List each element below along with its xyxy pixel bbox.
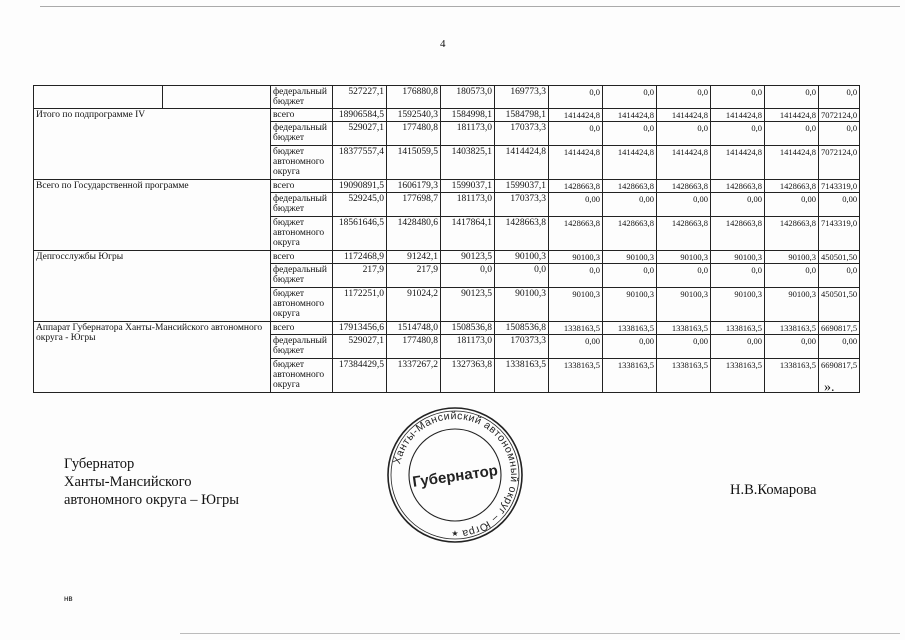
- value-cell: 529245,0: [333, 193, 387, 217]
- value-cell: 0,00: [657, 193, 711, 217]
- value-cell: 1584998,1: [441, 109, 495, 122]
- value-cell: 0,0: [711, 264, 765, 288]
- value-cell: 181173,0: [441, 335, 495, 359]
- value-cell: 1428663,8: [495, 217, 549, 251]
- value-cell: 1338163,5: [603, 359, 657, 393]
- value-cell: 1414424,8: [765, 146, 819, 180]
- value-cell: 7143319,0: [819, 180, 860, 193]
- value-cell: 0,0: [657, 264, 711, 288]
- value-cell: 1508536,8: [495, 322, 549, 335]
- value-cell: 1428663,8: [549, 180, 603, 193]
- value-cell: 0,00: [549, 193, 603, 217]
- value-cell: 18377557,4: [333, 146, 387, 180]
- value-cell: 18561646,5: [333, 217, 387, 251]
- value-cell: 1514748,0: [387, 322, 441, 335]
- value-cell: 90100,3: [549, 251, 603, 264]
- value-cell: 1428663,8: [549, 217, 603, 251]
- value-cell: 1414424,8: [495, 146, 549, 180]
- value-cell: 90123,5: [441, 288, 495, 322]
- value-cell: 1414424,8: [603, 109, 657, 122]
- value-cell: 1428663,8: [765, 217, 819, 251]
- value-cell: 1428663,8: [657, 217, 711, 251]
- table-row: [34, 251, 860, 264]
- signature-title-line: Губернатор: [64, 456, 135, 472]
- top-rule: [40, 6, 900, 7]
- value-cell: 90100,3: [711, 288, 765, 322]
- funding-source-cell: федеральный бюджет: [271, 86, 333, 109]
- value-cell: 450501,50: [819, 288, 860, 322]
- value-cell: 91024,2: [387, 288, 441, 322]
- value-cell: 1337267,2: [387, 359, 441, 393]
- value-cell: 0,0: [603, 264, 657, 288]
- value-cell: 90100,3: [657, 251, 711, 264]
- value-cell: 527227,1: [333, 86, 387, 109]
- value-cell: 6690817,5: [819, 359, 860, 393]
- stamp-ring-text: Ханты-Мансийский автономный округ – Югра: [391, 409, 521, 540]
- value-cell: 1592540,3: [387, 109, 441, 122]
- value-cell: 1338163,5: [657, 322, 711, 335]
- value-cell: 1428663,8: [603, 217, 657, 251]
- value-cell: 1599037,1: [441, 180, 495, 193]
- value-cell: 90100,3: [765, 288, 819, 322]
- value-cell: 1338163,5: [549, 359, 603, 393]
- value-cell: 0,0: [819, 86, 860, 109]
- value-cell: 0,00: [603, 193, 657, 217]
- value-cell: 1508536,8: [441, 322, 495, 335]
- value-cell: 1414424,8: [549, 146, 603, 180]
- value-cell: 0,0: [657, 86, 711, 109]
- value-cell: 0,00: [819, 193, 860, 217]
- signatory-name: Н.В.Комарова: [730, 482, 817, 498]
- value-cell: 169773,3: [495, 86, 549, 109]
- value-cell: 1428663,8: [603, 180, 657, 193]
- value-cell: 90100,3: [657, 288, 711, 322]
- value-cell: 1414424,8: [657, 109, 711, 122]
- value-cell: 1428663,8: [657, 180, 711, 193]
- page-number: 4: [440, 38, 446, 50]
- value-cell: 17384429,5: [333, 359, 387, 393]
- stamp-star-icon: ★: [451, 529, 459, 538]
- value-cell: 1414424,8: [603, 146, 657, 180]
- value-cell: 1338163,5: [765, 359, 819, 393]
- value-cell: 90100,3: [495, 251, 549, 264]
- program-name-cell: Депгосслужбы Югры: [34, 251, 271, 322]
- value-cell: 217,9: [387, 264, 441, 288]
- value-cell: 0,0: [765, 122, 819, 146]
- value-cell: 0,0: [549, 264, 603, 288]
- value-cell: 7072124,0: [819, 109, 860, 122]
- program-name-cell: Аппарат Губернатора Ханты-Мансийского автономного округа - Югры: [34, 322, 271, 393]
- value-cell: 1338163,5: [711, 359, 765, 393]
- value-cell: 0,0: [495, 264, 549, 288]
- funding-source-cell: федеральный бюджет: [271, 264, 333, 288]
- value-cell: 0,0: [549, 122, 603, 146]
- value-cell: 0,0: [441, 264, 495, 288]
- value-cell: 0,00: [819, 335, 860, 359]
- value-cell: 1414424,8: [657, 146, 711, 180]
- value-cell: 1338163,5: [549, 322, 603, 335]
- value-cell: 0,0: [765, 86, 819, 109]
- value-cell: 529027,1: [333, 122, 387, 146]
- table-row: [34, 322, 860, 335]
- value-cell: 170373,3: [495, 335, 549, 359]
- funding-source-cell: бюджет автономного округа: [271, 217, 333, 251]
- value-cell: 0,00: [711, 335, 765, 359]
- value-cell: 217,9: [333, 264, 387, 288]
- funding-source-cell: федеральный бюджет: [271, 122, 333, 146]
- value-cell: 1338163,5: [495, 359, 549, 393]
- value-cell: 91242,1: [387, 251, 441, 264]
- funding-source-cell: всего: [271, 251, 333, 264]
- value-cell: 0,0: [549, 86, 603, 109]
- value-cell: 0,0: [657, 122, 711, 146]
- value-cell: 17913456,6: [333, 322, 387, 335]
- funding-source-cell: федеральный бюджет: [271, 193, 333, 217]
- empty-cell: [163, 86, 271, 109]
- funding-source-cell: всего: [271, 109, 333, 122]
- value-cell: 0,00: [603, 335, 657, 359]
- value-cell: 1606179,3: [387, 180, 441, 193]
- value-cell: 0,00: [765, 193, 819, 217]
- value-cell: 0,00: [549, 335, 603, 359]
- value-cell: 1415059,5: [387, 146, 441, 180]
- value-cell: 90123,5: [441, 251, 495, 264]
- budget-table: [33, 85, 860, 393]
- value-cell: 1414424,8: [711, 146, 765, 180]
- value-cell: 7143319,0: [819, 217, 860, 251]
- value-cell: 170373,3: [495, 122, 549, 146]
- table-row: [34, 109, 860, 122]
- value-cell: 170373,3: [495, 193, 549, 217]
- value-cell: 1414424,8: [711, 109, 765, 122]
- funding-source-cell: всего: [271, 180, 333, 193]
- stamp-center-text: Губернатор: [411, 462, 499, 491]
- funding-source-cell: бюджет автономного округа: [271, 146, 333, 180]
- value-cell: 1599037,1: [495, 180, 549, 193]
- closing-quote: ».: [824, 380, 835, 395]
- value-cell: 7072124,0: [819, 146, 860, 180]
- bottom-rule: [180, 633, 900, 634]
- value-cell: 1327363,8: [441, 359, 495, 393]
- value-cell: 0,0: [603, 86, 657, 109]
- value-cell: 177480,8: [387, 335, 441, 359]
- value-cell: 6690817,5: [819, 322, 860, 335]
- table-row: [34, 180, 860, 193]
- value-cell: 0,0: [819, 122, 860, 146]
- value-cell: 90100,3: [765, 251, 819, 264]
- value-cell: 19090891,5: [333, 180, 387, 193]
- value-cell: 1414424,8: [549, 109, 603, 122]
- value-cell: 1428480,6: [387, 217, 441, 251]
- value-cell: 90100,3: [711, 251, 765, 264]
- value-cell: 18906584,5: [333, 109, 387, 122]
- value-cell: 1428663,8: [711, 180, 765, 193]
- value-cell: 177698,7: [387, 193, 441, 217]
- value-cell: 0,0: [603, 122, 657, 146]
- value-cell: 1417864,1: [441, 217, 495, 251]
- value-cell: 0,00: [711, 193, 765, 217]
- value-cell: 181173,0: [441, 122, 495, 146]
- value-cell: 1172468,9: [333, 251, 387, 264]
- program-name-cell: [34, 86, 163, 109]
- value-cell: 1403825,1: [441, 146, 495, 180]
- value-cell: 0,00: [657, 335, 711, 359]
- value-cell: 1338163,5: [711, 322, 765, 335]
- value-cell: 90100,3: [549, 288, 603, 322]
- funding-source-cell: бюджет автономного округа: [271, 288, 333, 322]
- program-name-cell: Всего по Государственной программе: [34, 180, 271, 251]
- funding-source-cell: бюджет автономного округа: [271, 359, 333, 393]
- value-cell: 90100,3: [603, 251, 657, 264]
- value-cell: 0,0: [819, 264, 860, 288]
- signature-title-line: автономного округа – Югры: [64, 492, 240, 508]
- value-cell: 177480,8: [387, 122, 441, 146]
- value-cell: 90100,3: [495, 288, 549, 322]
- value-cell: 0,0: [765, 264, 819, 288]
- value-cell: 450501,50: [819, 251, 860, 264]
- value-cell: 1338163,5: [657, 359, 711, 393]
- value-cell: 0,00: [765, 335, 819, 359]
- value-cell: 529027,1: [333, 335, 387, 359]
- value-cell: 1428663,8: [711, 217, 765, 251]
- value-cell: 1428663,8: [765, 180, 819, 193]
- value-cell: 1172251,0: [333, 288, 387, 322]
- value-cell: 1338163,5: [603, 322, 657, 335]
- value-cell: 1584798,1: [495, 109, 549, 122]
- value-cell: 0,0: [711, 122, 765, 146]
- value-cell: 0,0: [711, 86, 765, 109]
- value-cell: 1338163,5: [765, 322, 819, 335]
- signature-title-line: Ханты-Мансийского: [64, 474, 192, 490]
- value-cell: 1414424,8: [765, 109, 819, 122]
- value-cell: 90100,3: [603, 288, 657, 322]
- signature-title: [64, 455, 239, 509]
- footer-initials: нв: [64, 594, 73, 603]
- value-cell: 180573,0: [441, 86, 495, 109]
- funding-source-cell: федеральный бюджет: [271, 335, 333, 359]
- program-name-cell: Итого по подпрограмме IV: [34, 109, 271, 180]
- value-cell: 176880,8: [387, 86, 441, 109]
- value-cell: 181173,0: [441, 193, 495, 217]
- table-row: [34, 86, 860, 109]
- funding-source-cell: всего: [271, 322, 333, 335]
- official-stamp: [385, 405, 525, 545]
